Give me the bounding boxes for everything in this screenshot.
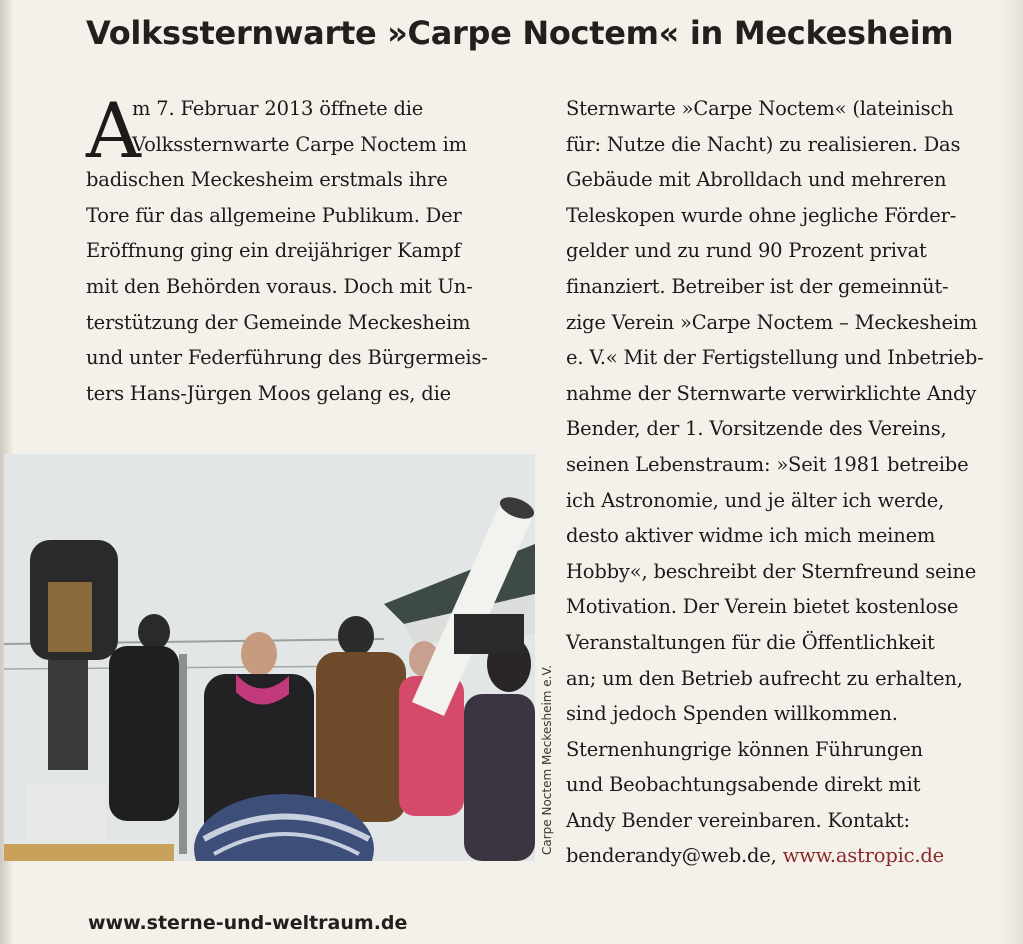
left-line: mit den Behörden voraus. Doch mit Un-: [86, 274, 473, 298]
photo-credit: Carpe Noctem Meckesheim e.V.: [540, 665, 554, 855]
article-title: Volkssternwarte »Carpe Noctem« in Meckesheim: [86, 14, 954, 52]
right-line: und Beobachtungsabende direkt mit: [566, 773, 921, 797]
observatory-photo-illustration: [4, 454, 535, 861]
contact-email[interactable]: benderandy@web.de,: [566, 844, 777, 868]
contact-line: [566, 838, 1016, 874]
observatory-photo: [4, 454, 535, 861]
contact-url-link[interactable]: www.astropic.de: [782, 844, 945, 868]
right-line: finanziert. Betreiber ist der gemeinnüt-: [566, 274, 949, 298]
right-line: an; um den Betrieb aufrecht zu erhalten,: [566, 666, 963, 690]
right-line: Motivation. Der Verein bietet kostenlose: [566, 595, 959, 619]
right-line: ich Astronomie, und je älter ich werde,: [566, 488, 945, 512]
left-line: Volkssternwarte Carpe Noctem im: [132, 132, 467, 156]
drop-cap: A: [86, 86, 141, 175]
right-line: Andy Bender vereinbaren. Kontakt:: [566, 808, 910, 832]
right-line: sind jedoch Spenden willkommen.: [566, 702, 898, 726]
right-line: nahme der Sternwarte verwirklichte Andy: [566, 381, 977, 405]
right-line: seinen Lebenstraum: »Seit 1981 betreibe: [566, 452, 969, 476]
right-line: Gebäude mit Abrolldach und mehreren: [566, 168, 947, 192]
right-line: Sternenhungrige können Führungen: [566, 737, 923, 761]
right-line: Sternwarte »Carpe Noctem« (lateinisch: [566, 97, 954, 120]
right-line: zige Verein »Carpe Noctem – Meckesheim: [566, 310, 978, 334]
left-line: Eröffnung ging ein dreijähriger Kampf: [86, 239, 461, 263]
left-line: ters Hans-Jürgen Moos gelang es, die: [86, 381, 451, 405]
footer-website[interactable]: www.sterne-und-weltraum.de: [88, 912, 408, 934]
left-line: m 7. Februar 2013 öffnete die: [132, 97, 424, 120]
right-line: Veranstaltungen für die Öffentlichkeit: [566, 630, 935, 654]
left-line: badischen Meckesheim erstmals ihre: [86, 168, 448, 192]
right-line: für: Nutze die Nacht) zu realisieren. Das: [566, 132, 961, 156]
right-column: [566, 91, 1016, 874]
right-line: e. V.« Mit der Fertigstellung und Inbetrieb-: [566, 346, 984, 370]
left-column: [86, 86, 536, 411]
right-line: Bender, der 1. Vorsitzende des Vereins,: [566, 417, 947, 441]
left-line: Tore für das allgemeine Publikum. Der: [86, 203, 462, 227]
right-line: desto aktiver widme ich mich meinem: [566, 524, 936, 548]
right-line: Teleskopen wurde ohne jegliche Förder-: [566, 203, 957, 227]
right-line: gelder und zu rund 90 Prozent privat: [566, 239, 927, 263]
left-line: terstützung der Gemeinde Meckesheim: [86, 310, 471, 334]
right-line: Hobby«, beschreibt der Sternfreund seine: [566, 559, 977, 583]
left-line: und unter Federführung des Bürgermeis-: [86, 346, 488, 370]
